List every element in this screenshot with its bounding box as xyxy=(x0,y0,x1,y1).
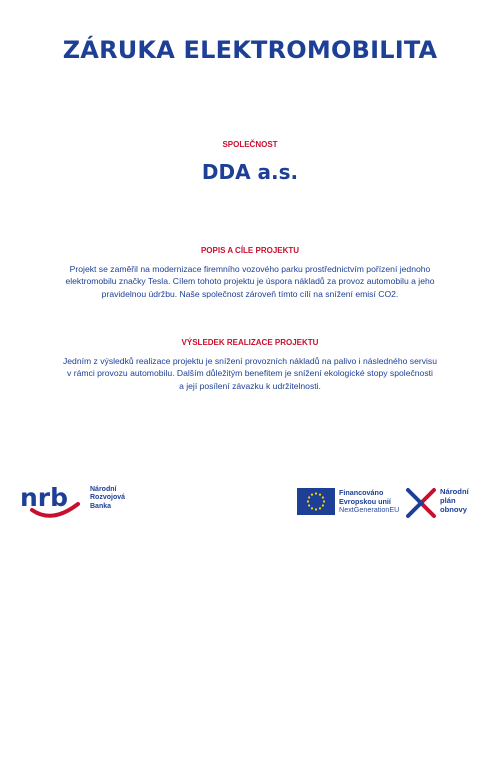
npo-logo xyxy=(404,486,484,520)
description-line: elektromobilu značky Tesla. Cílem tohoto projektu je úspora nákladů za provoz automobilu a jeho xyxy=(65,276,435,287)
eu-line: Financováno xyxy=(339,488,384,497)
result-text xyxy=(50,355,450,392)
eu-funding-text xyxy=(339,489,399,515)
nrb-line: Národní xyxy=(90,486,117,493)
npo-line: Národní xyxy=(440,487,469,496)
nrb-line: Rozvojová xyxy=(90,494,126,502)
result-label: VÝSLEDEK REALIZACE PROJEKTU xyxy=(181,338,319,347)
result-line: v rámci provozu automobilu. Dalším důležitým benefitem je snížení ekologické stopy společnosti xyxy=(67,368,433,379)
nrb-logo-mark xyxy=(18,480,88,526)
npo-line: obnovy xyxy=(440,505,468,514)
eu-line: Evropskou unií xyxy=(339,496,391,506)
company-name: DDA a.s. xyxy=(201,160,299,184)
eu-funding-logo xyxy=(297,488,400,516)
page-title: ZÁRUKA ELEKTROMOBILITA xyxy=(62,36,438,64)
description-text xyxy=(50,263,450,300)
eu-subline: NextGenerationEU xyxy=(339,505,400,515)
nrb-line: Banka xyxy=(90,502,112,510)
result-line: a její posílení závazku k udržitelnosti. xyxy=(179,380,321,391)
description-label: POPIS A CÍLE PROJEKTU xyxy=(200,246,300,255)
npo-line: plán xyxy=(440,496,456,505)
description-line: Projekt se zaměřil na modernizace firemního vozového parku prostřednictvím pořízení jednoho xyxy=(69,264,431,274)
nrb-logo xyxy=(18,480,138,526)
eu-flag-icon xyxy=(297,488,335,515)
result-line: Jedním z výsledků realizace projektu je snížení provozních nákladů na palivo i následného servisu xyxy=(62,356,438,366)
nrb-mark-text: nrb xyxy=(20,483,69,512)
description-line: pravidelnou údržbu. Naše společnost zároveň tímto cílí na snížení emisí CO2. xyxy=(101,288,399,299)
npo-logo-mark-icon xyxy=(404,486,438,520)
npo-logo-text xyxy=(440,487,469,514)
nrb-logo-text xyxy=(90,486,125,511)
company-label: SPOLEČNOST xyxy=(222,140,278,149)
